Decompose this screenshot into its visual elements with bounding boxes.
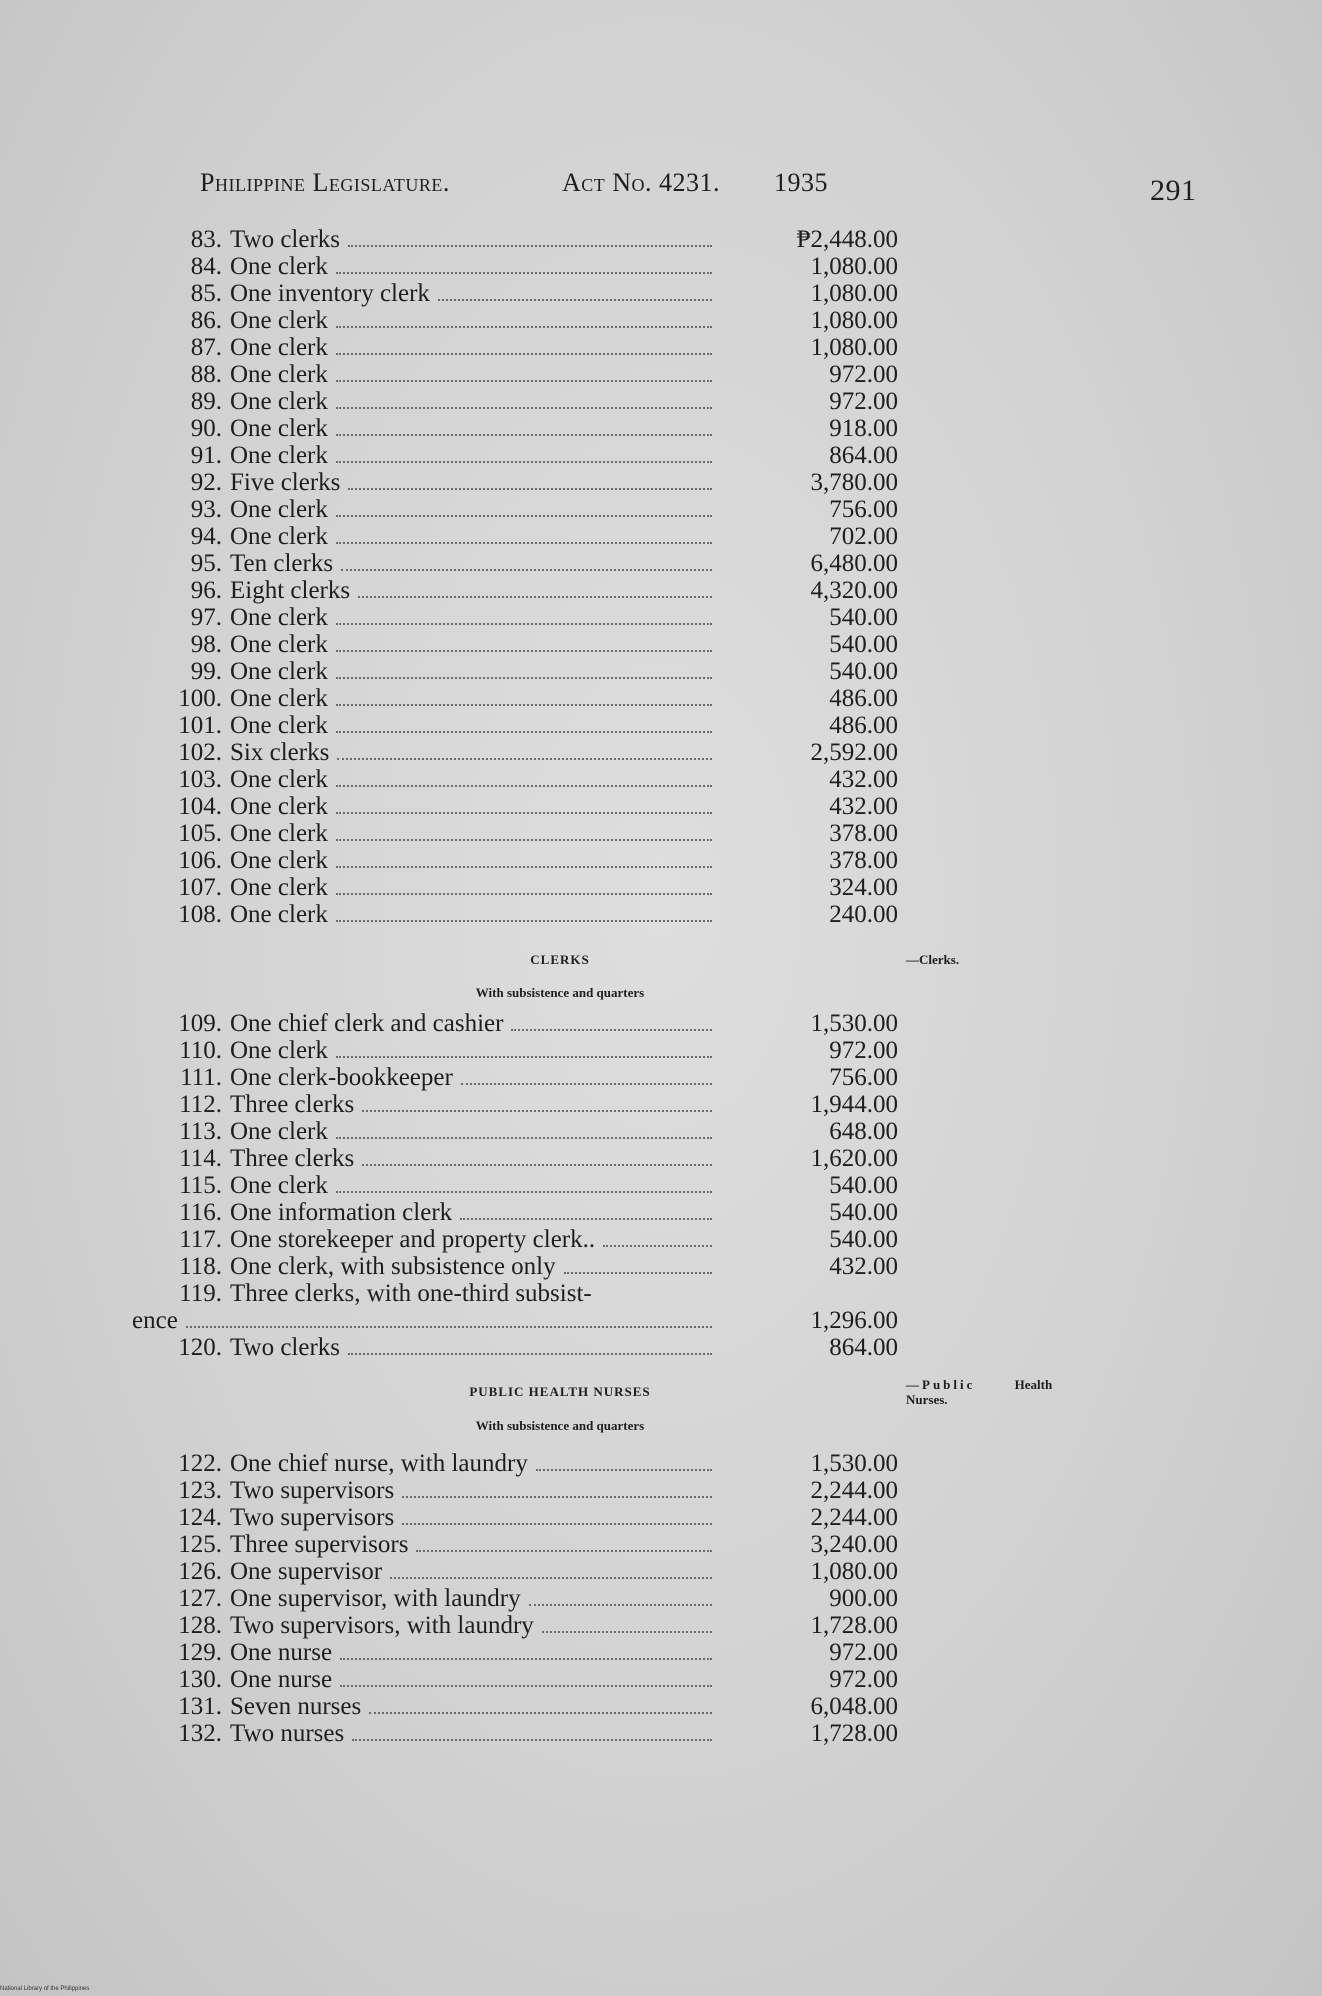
item-number: 93. [190, 496, 222, 523]
item-number: 100. [178, 685, 222, 712]
item-amount: 3,780.00 [810, 469, 898, 496]
item-label: One clerk [230, 523, 328, 550]
leader-dots [336, 783, 712, 787]
list-item [0, 442, 1322, 469]
item-number: 116. [179, 1199, 222, 1226]
item-number: 128. [178, 1612, 222, 1639]
item-label: One clerk [230, 253, 328, 280]
item-label: One nurse [230, 1666, 333, 1693]
item-amount: 378.00 [829, 820, 898, 847]
item-amount: 540.00 [829, 1199, 898, 1226]
item-label: One clerk [230, 442, 328, 469]
item-label: Three clerks [230, 1091, 355, 1118]
item-amount: ₱2,448.00 [796, 226, 898, 253]
item-label: Eight clerks [230, 577, 351, 604]
item-amount: 972.00 [829, 1037, 898, 1064]
item-number: 125. [178, 1531, 222, 1558]
item-label: Two clerks [230, 226, 341, 253]
item-label: One chief nurse, with laundry [230, 1450, 528, 1477]
item-number: 87. [190, 334, 222, 361]
leader-dots [337, 756, 712, 760]
leader-dots [336, 702, 712, 706]
item-amount: 432.00 [829, 1253, 898, 1280]
item-number: 85. [190, 280, 222, 307]
item-label: One clerk [230, 631, 328, 658]
item-amount: 2,244.00 [810, 1477, 898, 1504]
list-item [0, 307, 1322, 334]
item-number: 127. [178, 1585, 222, 1612]
item-label: One clerk [230, 766, 328, 793]
leader-dots [336, 270, 712, 274]
leader-dots [340, 1683, 712, 1687]
page-header [200, 168, 1200, 212]
item-amount: 6,480.00 [810, 550, 898, 577]
leader-dots [336, 810, 712, 814]
leader-dots [460, 1216, 712, 1220]
leader-dots [336, 837, 712, 841]
item-number: 108. [178, 901, 222, 928]
item-label: One clerk [230, 361, 328, 388]
section-title: PUBLIC HEALTH NURSES [469, 1384, 651, 1399]
item-label: One clerk [230, 1037, 328, 1064]
item-amount: 540.00 [829, 1226, 898, 1253]
item-number: 111. [180, 1064, 222, 1091]
list-item [0, 1334, 1322, 1361]
item-label: Two supervisors [230, 1504, 395, 1531]
list-item [0, 847, 1322, 874]
item-label: One information clerk [230, 1199, 453, 1226]
list-item [0, 1531, 1322, 1558]
item-amount: 972.00 [829, 388, 898, 415]
item-number: 124. [178, 1504, 222, 1531]
item-label: One clerk [230, 307, 328, 334]
item-amount: 432.00 [829, 793, 898, 820]
item-label: One supervisor [230, 1558, 383, 1585]
margin-note-nurses [906, 1377, 1106, 1407]
item-number: 123. [178, 1477, 222, 1504]
item-label: Two clerks [230, 1334, 341, 1361]
item-number: 88. [190, 361, 222, 388]
item-amount: 972.00 [829, 1639, 898, 1666]
leader-dots [336, 864, 712, 868]
item-number: 84. [190, 253, 222, 280]
list-item [0, 685, 1322, 712]
item-label: Three clerks, with one-third subsist- [230, 1280, 592, 1307]
item-number: 94. [190, 523, 222, 550]
list-item [0, 469, 1322, 496]
list-item [0, 253, 1322, 280]
leader-dots [336, 1135, 712, 1139]
item-number: 107. [178, 874, 222, 901]
leader-dots [336, 513, 712, 517]
leader-dots [340, 1656, 712, 1660]
item-amount: 1,080.00 [810, 1558, 898, 1585]
item-number: 115. [179, 1172, 222, 1199]
list-item [0, 1612, 1322, 1639]
header-title: Philippine Legislature. [200, 168, 450, 197]
list-item [0, 739, 1322, 766]
item-amount: 900.00 [829, 1585, 898, 1612]
item-number: 112. [179, 1091, 222, 1118]
leader-dots [336, 405, 712, 409]
leader-dots [186, 1324, 712, 1328]
item-amount: 1,728.00 [810, 1720, 898, 1747]
item-amount: 486.00 [829, 712, 898, 739]
list-item [0, 1226, 1322, 1253]
list-item [0, 793, 1322, 820]
leader-dots [352, 1737, 712, 1741]
item-number: 114. [179, 1145, 222, 1172]
item-amount: 1,080.00 [810, 253, 898, 280]
leader-dots [402, 1494, 712, 1498]
leader-dots [362, 1108, 712, 1112]
item-label: One clerk [230, 874, 328, 901]
leader-dots [369, 1710, 712, 1714]
leader-dots [341, 567, 712, 571]
leader-dots [336, 378, 712, 382]
item-label: Two supervisors, with laundry [230, 1612, 534, 1639]
item-label: One clerk [230, 820, 328, 847]
leader-dots [348, 1351, 712, 1355]
leader-dots [336, 918, 712, 922]
item-number: 96. [190, 577, 222, 604]
leader-dots [542, 1629, 712, 1633]
leader-dots [461, 1081, 712, 1085]
item-number: 131. [178, 1693, 222, 1720]
item-amount: 432.00 [829, 766, 898, 793]
list-item [0, 1037, 1322, 1064]
item-amount: 864.00 [829, 1334, 898, 1361]
appropriation-list-clerks-subsistence [0, 1010, 1322, 1361]
item-amount: 972.00 [829, 361, 898, 388]
item-number: 90. [190, 415, 222, 442]
item-amount: 1,944.00 [810, 1091, 898, 1118]
item-amount: 540.00 [829, 1172, 898, 1199]
list-item [0, 1172, 1322, 1199]
item-amount: 1,080.00 [810, 280, 898, 307]
list-item [0, 1477, 1322, 1504]
list-item [0, 334, 1322, 361]
item-amount: 540.00 [829, 631, 898, 658]
list-item [0, 631, 1322, 658]
leader-dots [529, 1602, 712, 1606]
item-label: One clerk [230, 847, 328, 874]
appropriation-list-clerks [0, 226, 1322, 928]
item-amount: 4,320.00 [810, 577, 898, 604]
item-number: 118. [179, 1253, 222, 1280]
item-amount: 702.00 [829, 523, 898, 550]
leader-dots [362, 1162, 712, 1166]
item-amount: 972.00 [829, 1666, 898, 1693]
item-amount: 2,244.00 [810, 1504, 898, 1531]
item-amount: 864.00 [829, 442, 898, 469]
item-number: 106. [178, 847, 222, 874]
appropriation-list-nurses [0, 1450, 1322, 1747]
item-label: One nurse [230, 1639, 333, 1666]
item-number: 102. [178, 739, 222, 766]
item-number: 105. [178, 820, 222, 847]
item-number: 119. [179, 1280, 222, 1307]
list-item [0, 1010, 1322, 1037]
item-number: 97. [190, 604, 222, 631]
margin-note-word: —Public [906, 1377, 976, 1392]
leader-dots [416, 1548, 712, 1552]
item-label: One chief clerk and cashier [230, 1010, 504, 1037]
item-amount: 756.00 [829, 1064, 898, 1091]
item-amount: 1,530.00 [810, 1450, 898, 1477]
leader-dots [336, 729, 712, 733]
item-label: One supervisor, with laundry [230, 1585, 521, 1612]
item-number: 117. [179, 1226, 222, 1253]
list-item [0, 388, 1322, 415]
leader-dots [390, 1575, 712, 1579]
leader-dots [358, 594, 712, 598]
leader-dots [536, 1467, 712, 1471]
item-number: 104. [178, 793, 222, 820]
list-item [0, 1450, 1322, 1477]
item-number: 130. [178, 1666, 222, 1693]
item-number: 95. [190, 550, 222, 577]
item-label: One clerk [230, 415, 328, 442]
list-item [0, 901, 1322, 928]
item-number: 101. [178, 712, 222, 739]
item-label: Seven nurses [230, 1693, 362, 1720]
leader-dots [336, 351, 712, 355]
header-act: Act No. 4231. [562, 168, 721, 197]
item-label: Five clerks [230, 469, 341, 496]
item-label: Two nurses [230, 1720, 345, 1747]
item-label: One clerk-bookkeeper [230, 1064, 453, 1091]
item-label: Three clerks [230, 1145, 355, 1172]
item-amount: 756.00 [829, 496, 898, 523]
item-amount: 918.00 [829, 415, 898, 442]
leader-dots [336, 891, 712, 895]
leader-dots [336, 324, 712, 328]
list-item [0, 1504, 1322, 1531]
list-item [0, 1253, 1322, 1280]
item-amount: 1,530.00 [810, 1010, 898, 1037]
margin-note-clerks: —Clerks. [906, 952, 960, 967]
list-item [0, 1558, 1322, 1585]
list-item [0, 1720, 1322, 1747]
list-item [0, 604, 1322, 631]
item-number: 110. [179, 1037, 222, 1064]
footer-credit: National Library of the Philippines [0, 1986, 90, 1992]
list-item [0, 523, 1322, 550]
leader-dots [564, 1270, 712, 1274]
item-amount: 378.00 [829, 847, 898, 874]
item-label: One clerk [230, 793, 328, 820]
leader-dots [336, 621, 712, 625]
item-amount: 1,620.00 [810, 1145, 898, 1172]
item-amount: 648.00 [829, 1118, 898, 1145]
item-label: One clerk [230, 658, 328, 685]
item-label: Two supervisors [230, 1477, 395, 1504]
item-label: One clerk [230, 712, 328, 739]
list-item [0, 361, 1322, 388]
list-item [0, 1666, 1322, 1693]
item-number: 86. [190, 307, 222, 334]
item-amount: 1,080.00 [810, 307, 898, 334]
leader-dots [336, 540, 712, 544]
item-number: 98. [190, 631, 222, 658]
list-item [0, 1307, 1322, 1334]
item-amount: 2,592.00 [810, 739, 898, 766]
item-label: One clerk [230, 496, 328, 523]
leader-dots [336, 459, 712, 463]
margin-note-word: Nurses. [906, 1392, 948, 1407]
item-label: Ten clerks [230, 550, 334, 577]
list-item [0, 1199, 1322, 1226]
item-number: 83. [190, 226, 222, 253]
item-number: 92. [190, 469, 222, 496]
list-item [0, 577, 1322, 604]
item-amount: 3,240.00 [810, 1531, 898, 1558]
page-number: 291 [1150, 174, 1197, 207]
leader-dots [336, 432, 712, 436]
item-label: One clerk [230, 388, 328, 415]
section-title: CLERKS [530, 952, 590, 967]
item-number: 109. [178, 1010, 222, 1037]
item-amount: 1,080.00 [810, 334, 898, 361]
item-number: 132. [178, 1720, 222, 1747]
item-label: One clerk [230, 334, 328, 361]
list-item [0, 550, 1322, 577]
list-item [0, 1145, 1322, 1172]
item-number: 113. [179, 1118, 222, 1145]
item-label: Three supervisors [230, 1531, 409, 1558]
list-item [0, 280, 1322, 307]
header-year: 1935 [774, 168, 828, 197]
leader-dots [336, 1054, 712, 1058]
item-number: 103. [178, 766, 222, 793]
list-item [0, 658, 1322, 685]
item-number: 129. [178, 1639, 222, 1666]
item-amount: 1,296.00 [810, 1307, 898, 1334]
list-item [0, 1064, 1322, 1091]
leader-dots [336, 675, 712, 679]
item-amount: 540.00 [829, 658, 898, 685]
list-item [0, 874, 1322, 901]
item-number: 89. [190, 388, 222, 415]
item-amount: 240.00 [829, 901, 898, 928]
list-item [0, 1585, 1322, 1612]
list-item [0, 1280, 1322, 1307]
leader-dots [603, 1243, 712, 1247]
list-item [0, 496, 1322, 523]
item-label: One storekeeper and property clerk.. [230, 1226, 596, 1253]
list-item [0, 766, 1322, 793]
leader-dots [402, 1521, 712, 1525]
list-item [0, 1639, 1322, 1666]
item-amount: 486.00 [829, 685, 898, 712]
margin-note-word: Health [1014, 1377, 1053, 1392]
item-number: 126. [178, 1558, 222, 1585]
item-number: 122. [178, 1450, 222, 1477]
leader-dots [336, 1189, 712, 1193]
item-label: One clerk [230, 901, 328, 928]
leader-dots [336, 648, 712, 652]
item-amount: 1,728.00 [810, 1612, 898, 1639]
leader-dots [348, 486, 712, 490]
item-amount: 6,048.00 [810, 1693, 898, 1720]
list-item [0, 226, 1322, 253]
item-label: One clerk, with subsistence only [230, 1253, 556, 1280]
item-amount: 540.00 [829, 604, 898, 631]
list-item [0, 820, 1322, 847]
list-item [0, 415, 1322, 442]
item-label: One clerk [230, 604, 328, 631]
item-label: One inventory clerk [230, 280, 430, 307]
item-number: 91. [190, 442, 222, 469]
item-number: 120. [178, 1334, 222, 1361]
section-subheading: With subsistence and quarters [475, 985, 645, 1000]
item-label: One clerk [230, 1118, 328, 1145]
list-item [0, 1118, 1322, 1145]
leader-dots [511, 1027, 712, 1031]
section-subheading: With subsistence and quarters [475, 1418, 645, 1433]
list-item [0, 1693, 1322, 1720]
list-item [0, 712, 1322, 739]
item-label: Six clerks [230, 739, 330, 766]
item-number: 99. [190, 658, 222, 685]
list-item [0, 1091, 1322, 1118]
leader-dots [438, 297, 712, 301]
item-label: One clerk [230, 685, 328, 712]
item-label: ence [132, 1307, 178, 1334]
leader-dots [348, 243, 712, 247]
item-amount: 324.00 [829, 874, 898, 901]
item-label: One clerk [230, 1172, 328, 1199]
